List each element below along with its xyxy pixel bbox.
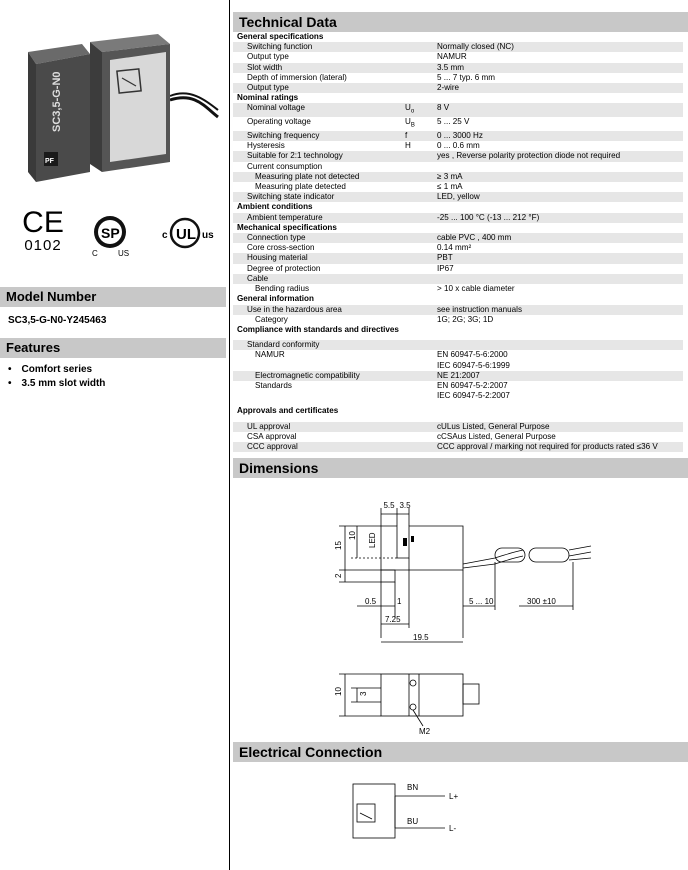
row-label: Switching state indicator [233, 192, 403, 202]
row-value [435, 63, 683, 73]
symbol-text: f [405, 131, 408, 141]
subsection-heading-row [233, 32, 683, 42]
value-text: EN 60947-5-2:2007 [437, 380, 508, 390]
table-row [233, 117, 683, 131]
feature-item: • Comfort series [8, 364, 226, 375]
table-row [233, 243, 683, 253]
ul-text: UL [176, 226, 196, 243]
row-value [435, 73, 683, 83]
row-symbol [403, 422, 435, 432]
subsection-heading: Approvals and certificates [237, 406, 339, 416]
value-text: NE 21:2007 [437, 370, 480, 380]
value-text: 8 V [437, 103, 450, 113]
row-symbol [403, 192, 435, 202]
row-value [435, 350, 683, 370]
value-text: see instruction manuals [437, 304, 523, 314]
dim-m2: M2 [419, 727, 431, 735]
table-row [233, 305, 683, 315]
features-heading: Features [0, 338, 226, 358]
dim-2: 2 [334, 573, 343, 579]
row-label: Hysteresis [247, 141, 285, 151]
dim-19-5: 19.5 [413, 633, 429, 643]
value-text: 3.5 mm [437, 62, 464, 72]
table-row [233, 284, 683, 294]
ce-mark [18, 208, 68, 254]
dim-top-10: 10 [334, 687, 343, 697]
table-row [233, 162, 683, 172]
value-text: NAMUR [437, 52, 467, 62]
value-text: > 10 x cable diameter [437, 284, 515, 294]
row-symbol [403, 432, 435, 442]
table-row [233, 103, 683, 117]
table-row [233, 83, 683, 93]
model-number-section [0, 287, 226, 334]
row-symbol [403, 83, 435, 93]
dim-7-25: 7.25 [385, 615, 401, 625]
row-symbol [403, 371, 435, 381]
row-symbol [403, 172, 435, 182]
row-label: Operating voltage [247, 117, 311, 127]
table-row [233, 182, 683, 192]
row-label: Slot width [233, 63, 403, 73]
subsection-heading-row [233, 202, 683, 212]
row-label: Degree of protection [247, 263, 321, 273]
row-symbol [403, 315, 435, 325]
row-label: UL approval [233, 422, 403, 432]
row-symbol [403, 381, 435, 401]
row-symbol [403, 63, 435, 73]
dim-3-5: 3.5 [399, 501, 411, 511]
value-text-secondary: IEC 60947-5-2:2007 [437, 391, 510, 401]
dim-15: 15 [334, 541, 343, 551]
row-label: Bending radius [255, 284, 309, 294]
value-text: cULus Listed, General Purpose [437, 421, 550, 431]
table-row [233, 233, 683, 243]
left-column [0, 0, 226, 870]
row-value [435, 103, 683, 117]
row-symbol [403, 103, 435, 117]
table-row [233, 264, 683, 274]
value-text: LED, yellow [437, 192, 480, 202]
row-value [435, 432, 683, 442]
row-label: Category [255, 314, 288, 324]
csa-us-text: US [118, 249, 130, 258]
dimensions-drawing [233, 478, 688, 734]
table-row [233, 381, 683, 401]
dim-5-5: 5.5 [383, 501, 395, 511]
features-list [0, 364, 226, 389]
terminal-l-minus: L- [449, 824, 457, 834]
table-row [233, 350, 683, 370]
row-value [435, 340, 683, 350]
row-symbol [403, 182, 435, 192]
technical-data-table [233, 32, 683, 452]
row-symbol [403, 233, 435, 243]
row-symbol [403, 284, 435, 294]
value-text: 0 ... 0.6 mm [437, 141, 480, 151]
row-value [435, 117, 683, 131]
row-value [435, 422, 683, 432]
ce-text: CE [22, 206, 64, 239]
row-label: Measuring plate not detected [233, 172, 403, 182]
symbol-text: U [405, 103, 411, 113]
row-symbol [403, 243, 435, 253]
table-row [233, 192, 683, 202]
value-text: 2-wire [437, 83, 460, 93]
table-row [233, 213, 683, 223]
row-value [435, 151, 683, 161]
row-symbol [403, 162, 435, 172]
row-symbol [403, 42, 435, 52]
subsection-heading-row [233, 406, 683, 416]
subsection-heading-row [233, 325, 683, 335]
csa-logo [90, 212, 138, 258]
subsection-heading-row [233, 294, 683, 304]
row-label: CSA approval [247, 431, 297, 441]
value-text: ≥ 3 mA [437, 171, 463, 181]
ce-number: 0102 [24, 237, 62, 254]
table-row [233, 172, 683, 182]
table-row [233, 340, 683, 350]
row-label: Measuring plate detected [255, 182, 346, 192]
ul-logo [160, 214, 220, 250]
right-column [233, 0, 688, 852]
subsection-heading: General specifications [237, 32, 324, 41]
row-label: Suitable for 2:1 technology [233, 151, 403, 161]
dim-10: 10 [348, 531, 357, 541]
row-value [435, 243, 683, 253]
technical-data-heading: Technical Data [233, 12, 688, 32]
symbol-subscript: B [410, 122, 415, 129]
row-label: Nominal voltage [233, 103, 403, 117]
row-symbol [403, 52, 435, 62]
product-image [20, 22, 220, 187]
table-row [233, 274, 683, 284]
feature-item: • 3.5 mm slot width [8, 378, 226, 389]
row-label: Cable [233, 274, 403, 284]
row-value [435, 233, 683, 243]
row-label: Standard conformity [233, 340, 403, 350]
row-symbol [403, 73, 435, 83]
symbol-text: U [405, 117, 411, 127]
row-value [435, 315, 683, 325]
row-value [435, 284, 683, 294]
row-value [435, 442, 683, 452]
row-label: Current consumption [247, 161, 323, 171]
row-label: Switching function [233, 42, 403, 52]
value-text-secondary: IEC 60947-5-6:1999 [437, 360, 510, 370]
row-symbol [403, 305, 435, 315]
dim-0-5: 0.5 [365, 597, 377, 607]
row-symbol [403, 442, 435, 452]
row-symbol [403, 213, 435, 223]
row-label: NAMUR [255, 350, 285, 360]
row-value [435, 83, 683, 93]
row-label: Core cross-section [247, 243, 315, 253]
row-value [435, 182, 683, 192]
subsection-heading: General information [237, 294, 314, 304]
subsection-heading: Ambient conditions [237, 202, 313, 212]
row-value [435, 141, 683, 151]
product-print-text: SC3,5-G-N0 [51, 71, 63, 132]
row-value [435, 172, 683, 182]
row-value [435, 305, 683, 315]
row-label: Standards [255, 380, 292, 390]
table-row [233, 52, 683, 62]
csa-text: SP [101, 225, 120, 241]
ul-us-text: us [202, 230, 214, 241]
row-label: Housing material [233, 253, 403, 263]
dimensions-heading: Dimensions [233, 458, 688, 478]
features-section [0, 338, 226, 392]
table-row [233, 42, 683, 52]
dim-top-3: 3 [359, 691, 368, 697]
row-symbol [403, 151, 435, 161]
table-row [233, 422, 683, 432]
model-number-heading: Model Number [0, 287, 226, 307]
value-text: 1G; 2G; 3G; 1D [437, 314, 494, 324]
row-symbol [403, 117, 435, 131]
row-symbol [403, 274, 435, 284]
subsection-heading: Nominal ratings [237, 93, 299, 103]
value-text: -25 ... 100 °C (-13 ... 212 °F) [437, 212, 540, 222]
subsection-heading: Mechanical specifications [237, 222, 337, 232]
row-value [435, 131, 683, 141]
row-label: Use in the hazardous area [233, 305, 403, 315]
model-number-value: SC3,5-G-N0-Y245463 [8, 315, 107, 326]
table-row [233, 432, 683, 442]
row-label: Switching frequency [233, 131, 403, 141]
value-text: Normally closed (NC) [437, 42, 514, 52]
value-text: ≤ 1 mA [437, 182, 463, 192]
symbol-subscript: o [410, 109, 415, 116]
value-text: PBT [437, 253, 453, 263]
row-label: CCC approval [233, 442, 403, 452]
row-label: Depth of immersion (lateral) [247, 72, 347, 82]
table-row [233, 442, 683, 452]
electrical-connection-diagram [233, 762, 688, 852]
value-text: CCC approval / marking not required for products rated ≤36 V [437, 441, 658, 451]
row-label: Output type [233, 83, 403, 93]
dim-5-10: 5 ... 10 [469, 597, 494, 607]
table-row [233, 151, 683, 161]
table-row [233, 141, 683, 151]
row-value [435, 253, 683, 263]
certification-logos [0, 200, 226, 270]
dim-led: LED [368, 532, 377, 549]
row-value [435, 371, 683, 381]
value-text: IP67 [437, 263, 454, 273]
row-value [435, 162, 683, 172]
value-text: cCSAus Listed, General Purpose [437, 431, 556, 441]
subsection-heading-row [233, 93, 683, 103]
symbol-text: H [405, 141, 411, 151]
column-divider [229, 0, 230, 870]
electrical-connection-heading: Electrical Connection [233, 742, 688, 762]
wire-bn-label: BN [407, 783, 419, 793]
row-symbol [403, 340, 435, 350]
table-row [233, 371, 683, 381]
row-value [435, 381, 683, 401]
pf-logo: PF [45, 158, 54, 165]
table-row [233, 253, 683, 263]
table-row [233, 63, 683, 73]
subsection-heading: Compliance with standards and directives [237, 324, 399, 334]
csa-c-text: C [92, 249, 98, 258]
row-value [435, 52, 683, 62]
value-text: 0.14 mm² [437, 243, 472, 253]
dim-300: 300 ±10 [527, 597, 556, 607]
row-symbol [403, 350, 435, 370]
row-value [435, 42, 683, 52]
table-row [233, 73, 683, 83]
row-label: Electromagnetic compatibility [233, 371, 403, 381]
row-symbol [403, 264, 435, 274]
terminal-l-plus: L+ [449, 792, 459, 802]
row-value [435, 264, 683, 274]
row-value [435, 192, 683, 202]
dim-1: 1 [397, 597, 402, 607]
row-label: Connection type [233, 233, 403, 243]
value-text: cable PVC , 400 mm [437, 233, 512, 243]
row-symbol [403, 253, 435, 263]
table-row [233, 131, 683, 141]
row-symbol [403, 131, 435, 141]
row-label: Ambient temperature [233, 213, 403, 223]
row-label: Output type [247, 52, 289, 62]
row-value [435, 274, 683, 284]
value-text: EN 60947-5-6:2000 [437, 350, 508, 360]
row-value [435, 213, 683, 223]
value-text: 5 ... 7 typ. 6 mm [437, 72, 496, 82]
value-text: yes , Reverse polarity protection diode not required [437, 151, 621, 161]
wire-bu-label: BU [407, 817, 419, 827]
subsection-heading-row [233, 223, 683, 233]
table-row [233, 315, 683, 325]
value-text: 5 ... 25 V [437, 117, 470, 127]
ul-c-text: c [162, 230, 168, 241]
value-text: 0 ... 3000 Hz [437, 131, 483, 141]
row-symbol [403, 141, 435, 151]
